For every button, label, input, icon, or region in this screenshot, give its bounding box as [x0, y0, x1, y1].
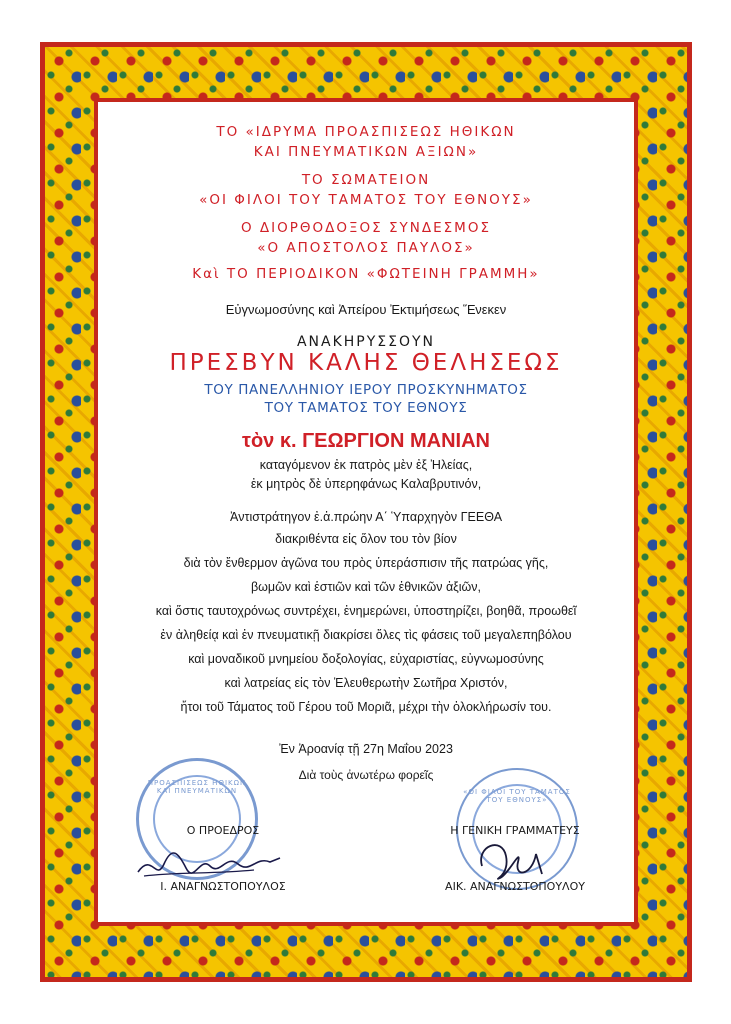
date-line: Ἐν Ἀροανίᾳ τῇ 27η Μαΐου 2023: [279, 742, 453, 756]
header-line-1: ΤΟ «ΙΔΡΥΜΑ ΠΡΟΑΣΠΙΣΕΩΣ ΗΘΙΚΩΝ: [216, 124, 516, 140]
subtitle-line-2: ΤΟΥ ΤΑΜΑΤΟΣ ΤΟΥ ΕΘΝΟΥΣ: [264, 400, 468, 416]
title-text: ΠΡΕΣΒΥΝ ΚΑΛΗΣ ΘΕΛΗΣΕΩΣ: [169, 350, 563, 376]
body-line: καὶ λατρείας εἰς τὸν Ἐλευθερωτὴν Σωτῆρα Χριστόν,: [224, 676, 508, 690]
body-line: ἐν ἀληθείᾳ καὶ ἐν πνευματικῇ διακρίσει ὅλες τὶς φάσεις τοῦ μεγαλεπηβόλου: [160, 628, 572, 642]
body-line: διακριθέντα εἰς ὅλον του τὸν βίον: [275, 532, 457, 546]
reason-text: Εὐγνωμοσύνης καὶ Ἀπείρου Ἐκτιμήσεως Ἕνεκεν: [225, 302, 507, 317]
header-line-2: ΚΑΙ ΠΝΕΥΜΑΤΙΚΩΝ ΑΞΙΩΝ»: [253, 144, 479, 160]
left-signatory-name: Ι. ΑΝΑΓΝΩΣΤΟΠΟΥΛΟΣ: [160, 880, 286, 893]
header-line-6: «Ο ΑΠΟΣΤΟΛΟΣ ΠΑΥΛΟΣ»: [257, 240, 475, 256]
right-signatory-name: ΑΙΚ. ΑΝΑΓΝΩΣΤΟΠΟΥΛΟΥ: [445, 880, 585, 893]
body-line: καὶ μοναδικοῦ μνημείου δοξολογίας, εὐχαριστίας, εὐγνωμοσύνης: [188, 652, 544, 666]
origin-line-1: καταγόμενον ἐκ πατρὸς μὲν ἐξ Ἠλείας,: [259, 458, 473, 472]
left-signatory-role: Ο ΠΡΟΕΔΡΟΣ: [186, 824, 260, 837]
honoree-name: τὸν κ. ΓΕΩΡΓΙΟΝ ΜΑΝΙΑΝ: [242, 430, 490, 452]
right-signatory-role: Η ΓΕΝΙΚΗ ΓΡΑΜΜΑΤΕΥΣ: [450, 824, 580, 837]
left-seal-text: ΠΡΟΑΣΠΙΣΕΩΣ ΗΘΙΚΩΝ ΚΑΙ ΠΝΕΥΜΑΤΙΚΩΝ: [147, 779, 247, 795]
header-line-5: Ο ΔΙΟΡΘΟΔΟΞΟΣ ΣΥΝΔΕΣΜΟΣ: [241, 220, 491, 236]
left-signature: [134, 842, 284, 882]
subtitle-line-1: ΤΟΥ ΠΑΝΕΛΛΗΝΙΟΥ ΙΕΡΟΥ ΠΡΟΣΚΥΝΗΜΑΤΟΣ: [204, 382, 528, 398]
right-seal-text: «ΟΙ ΦΙΛΟΙ ΤΟΥ ΤΑΜΑΤΟΣ ΤΟΥ ΕΘΝΟΥΣ»: [463, 788, 571, 804]
proclaim-text: ΑΝΑΚΗΡΥΣΣΟΥΝ: [296, 334, 436, 350]
header-line-3: ΤΟ ΣΩΜΑΤΕΙΟΝ: [301, 172, 431, 188]
certificate-content: [100, 104, 632, 920]
body-line: βωμῶν καὶ ἑστιῶν καὶ τῶν ἐθνικῶν ἀξιῶν,: [250, 580, 482, 594]
on-behalf-line: Διὰ τοὺς ἀνωτέρω φορεῖς: [298, 768, 434, 782]
body-line: καὶ ὅστις ταυτοχρόνως συντρέχει, ἐνημερώνει, ὑποστηρίζει, βοηθᾶ, προωθεῖ: [155, 604, 577, 618]
body-line: Ἀντιστράτηγον ἐ.ἀ.πρώην Α΄ Ὑπαρχηγὸν ΓΕΕΘΑ: [229, 510, 503, 524]
origin-line-2: ἐκ μητρὸς δὲ ὑπερηφάνως Καλαβρυτινόν,: [250, 477, 482, 491]
right-signature: [472, 826, 552, 886]
body-line: ἤτοι τοῦ Τάματος τοῦ Γέρου τοῦ Μοριᾶ, μέχρι τὴν ὁλοκλήρωσίν του.: [180, 700, 552, 714]
body-line: διὰ τὸν ἔνθερμον ἀγῶνα του πρὸς ὑπεράσπισιν τῆς πατρώας γῆς,: [183, 556, 549, 570]
header-line-7: Καὶ ΤΟ ΠΕΡΙΟΔΙΚΟΝ «ΦΩΤΕΙΝΗ ΓΡΑΜΜΗ»: [192, 266, 540, 282]
header-line-4: «ΟΙ ΦΙΛΟΙ ΤΟΥ ΤΑΜΑΤΟΣ ΤΟΥ ΕΘΝΟΥΣ»: [199, 192, 533, 208]
